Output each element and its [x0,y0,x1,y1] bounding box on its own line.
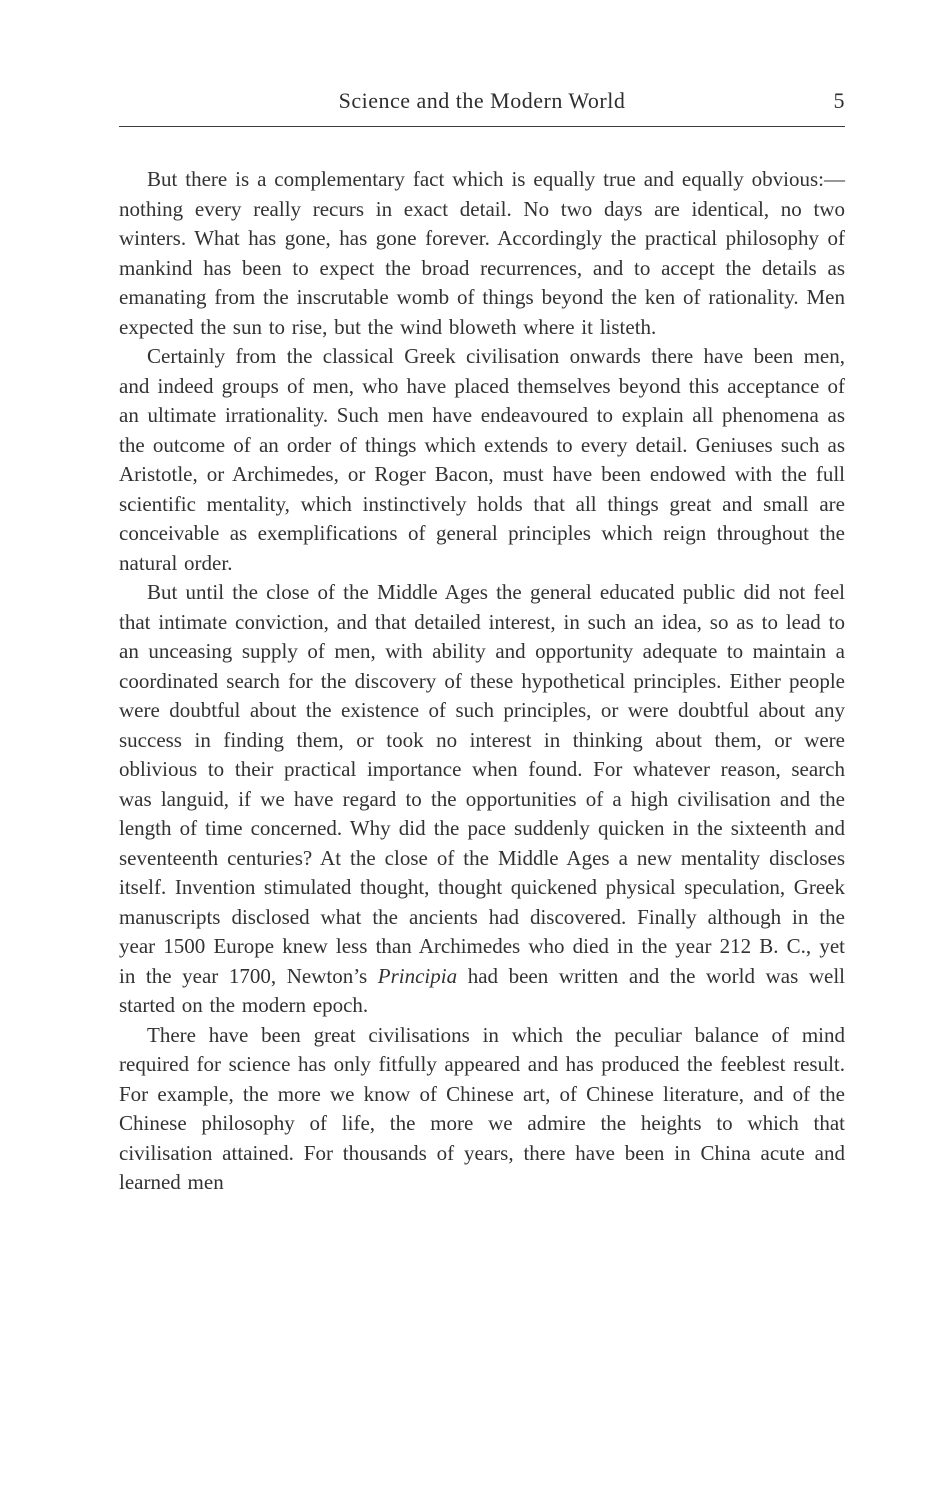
header-rule [119,126,845,127]
paragraph-3 [119,578,845,1021]
paragraph-1 [119,165,845,342]
page-title: Science and the Modern World [338,88,626,113]
page-content [119,88,845,1198]
paragraph-4 [119,1021,845,1198]
body-text [119,165,845,1198]
paragraph-4-text: There have been great civilisations in which the peculiar balance of mind required for science has only fitfully appeared and has produced the feeblest result. For example, the more we know of Chinese art, of Chinese literature, and of the Chinese philosophy of life, the more we admire the heights to which that civilisation attained. For thousands of years, there have been in China acute and learned men [119,1022,845,1194]
paragraph-2-text: Certainly from the classical Greek civilisation onwards there have been men, and indeed groups of men, who have placed themselves beyond this acceptance of an ultimate irrationality. Such men have endeavoured to explain all phenomena as the outcome of an order of things which extends to every detail. Geniuses such as Aristotle, or Archimedes, or Roger Bacon, must have been endowed with the full scientific mentality, which instinctively holds that all things great and small are conceivable as exemplifications of general principles which reign throughout the natural order. [119,344,845,575]
paragraph-3-book-title: Principia [377,963,458,988]
paragraph-3-text-after: had been written and the world was well started on the modern epoch. [119,963,845,1017]
page-number: 5 [833,88,845,113]
page-header [119,88,845,118]
paragraph-2 [119,342,845,578]
paragraph-1-text: But there is a complementary fact which is equally true and equally obvious:—nothing every really recurs in exact detail. No two days are identical, no two winters. What has gone, has gone forever. Accordingly the practical philosophy of mankind has been to expect the broad recurrences, and to accept the details as emanating from the inscrutable womb of things beyond the ken of rationality. Men expected the sun to rise, but the wind bloweth where it listeth. [119,167,845,339]
paragraph-3-text-before: But until the close of the Middle Ages the general educated public did not feel that intimate conviction, and that detailed interest, in such an idea, so as to lead to an unceasing supply of men, with ability and opportunity adequate to maintain a coordinated search for the discovery of these hypothetical principles. Either people were doubtful about the existence of such principles, or were doubtful about any success in finding them, or took no interest in thinking about them, or were oblivious to their practical importance when found. For whatever reason, search was languid, if we have regard to the opportunities of a high civilisation and the length of time concerned. Why did the pace suddenly quicken in the sixteenth and seventeenth centuries? At the close of the Middle Ages a new mentality discloses itself. Invention stimulated thought, thought quickened physical speculation, Greek manuscripts disclosed what the ancients had discovered. Finally although in the year 1500 Europe knew less than Archimedes who died in the year 212 B. C., yet in the year 1700, Newton’s [119,580,845,988]
